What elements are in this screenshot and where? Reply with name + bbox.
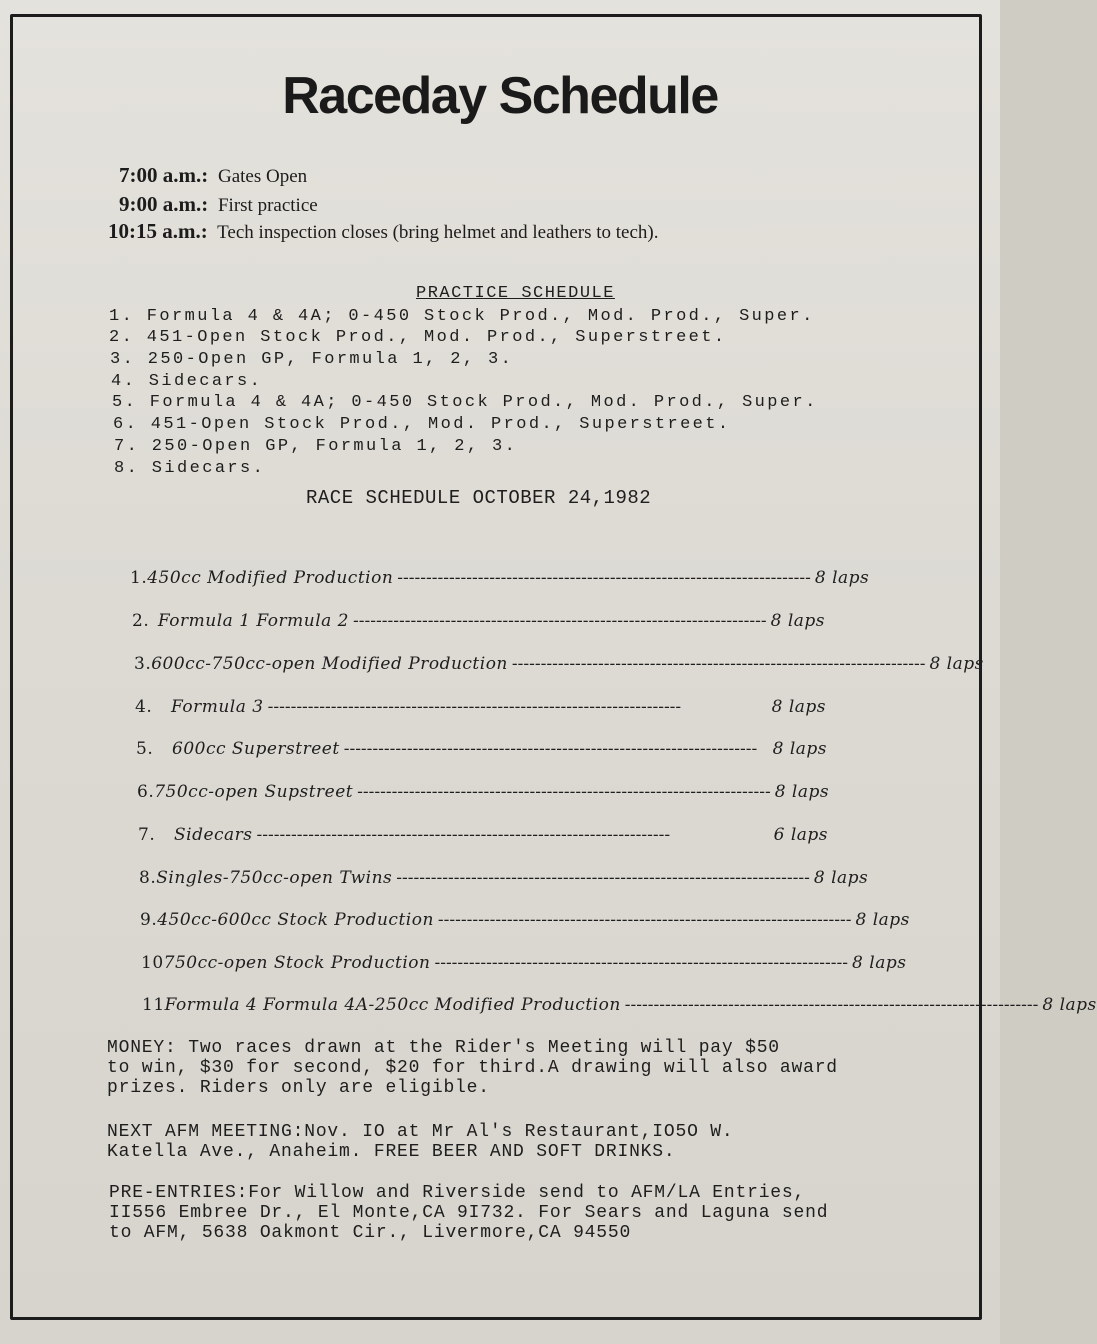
time-description: Gates Open [217,166,308,187]
time-description: Tech inspection closes (bring helmet and leathers to tech). [217,222,659,243]
practice-item: 5. Formula 4 & 4A; 0-450 Stock Prod., Mod. Prod., Super. [112,393,818,412]
practice-item: 3. 250-Open GP, Formula 1, 2, 3. [110,350,514,369]
race-item [141,953,907,973]
leader-dashes: ------------------------------------------------------------------------ [434,953,849,973]
race-laps: 8 laps [813,868,869,888]
race-name: 750cc-open Supstreet [154,782,354,802]
race-number: 5. [136,739,154,759]
race-laps: 8 laps [770,611,825,631]
leader-dashes: ------------------------------------------------------------------------ [343,739,758,759]
race-number: 6. [137,782,155,802]
paragraph-line: PRE-ENTRIES:For Willow and Riverside send to AFM/LA Entries, [109,1183,806,1203]
race-name: Singles-750cc-open Twins [156,868,393,888]
race-item [135,697,826,717]
race-name: 600cc Superstreet [172,739,340,759]
practice-item: 4. Sidecars. [111,372,263,391]
leader-dashes: ------------------------------------------------------------------------ [437,910,852,930]
race-item [136,739,827,759]
race-number: 8. [139,868,157,888]
paragraph-line: II556 Embree Dr., El Monte,CA 9I732. For Sears and Laguna send [109,1203,829,1223]
race-name: Formula 1 Formula 2 [157,611,350,631]
paragraph-line: prizes. Riders only are eligible. [107,1078,490,1098]
race-item [142,995,1097,1015]
race-number: 9. [140,910,158,930]
time-row-tech [108,219,658,244]
race-name: 750cc-open Stock Production [163,953,431,973]
practice-schedule-heading: PRACTICE SCHEDULE [416,284,615,303]
race-item [132,611,825,631]
practice-item: 1. Formula 4 & 4A; 0-450 Stock Prod., Mod. Prod., Super. [109,307,815,326]
leader-dashes: ------------------------------------------------------------------------ [397,568,811,588]
race-name: 450cc Modified Production [147,568,394,588]
race-laps: 6 laps [773,825,828,845]
money-paragraph [107,1038,838,1098]
page-title: Raceday Schedule [282,67,718,125]
race-number: 11 [142,995,165,1015]
paragraph-line: Katella Ave., Anaheim. FREE BEER AND SOFT DRINKS. [107,1142,676,1162]
race-name: 450cc-600cc Stock Production [157,910,434,930]
leader-dashes: ------------------------------------------------------------------------ [357,782,771,802]
paragraph-line: NEXT AFM MEETING:Nov. IO at Mr Al's Restaurant,IO5O W. [107,1122,734,1142]
race-item [134,654,984,674]
practice-item: 8. Sidecars. [114,459,266,478]
race-number: 10 [141,953,164,973]
time-label: 7:00 a.m.: [119,163,209,187]
race-number: 3. [134,654,152,674]
race-laps: 8 laps [774,782,830,802]
race-name: 600cc-750cc-open Modified Production [151,654,508,674]
race-number: 1. [130,568,148,588]
leader-dashes: ------------------------------------------------------------------------ [267,697,682,717]
race-laps: 8 laps [852,953,907,973]
race-schedule-heading: RACE SCHEDULE OCTOBER 24,1982 [306,487,652,509]
time-description: First practice [217,195,318,216]
practice-item: 7. 250-Open GP, Formula 1, 2, 3. [114,437,518,456]
race-item [138,825,828,845]
leader-dashes: ------------------------------------------------------------------------ [511,654,926,674]
time-row-gates [119,163,307,188]
practice-item: 2. 451-Open Stock Prod., Mod. Prod., Superstreet. [109,328,727,347]
practice-item: 6. 451-Open Stock Prod., Mod. Prod., Superstreet. [113,415,731,434]
time-label: 10:15 a.m.: [108,219,208,243]
meeting-paragraph [107,1122,734,1162]
time-label: 9:00 a.m.: [119,192,209,216]
race-number: 2. [132,611,150,631]
race-laps: 8 laps [814,568,870,588]
race-laps: 8 laps [771,697,826,717]
race-laps: 8 laps [1042,995,1097,1015]
race-item [140,910,910,930]
race-name: Formula 4 Formula 4A-250cc Modified Production [164,995,621,1015]
race-laps: 8 laps [855,910,910,930]
time-row-practice [119,192,318,217]
leader-dashes: ------------------------------------------------------------------------ [353,611,767,631]
race-name: Sidecars [174,825,253,845]
race-item [139,868,869,888]
paragraph-line: to win, $30 for second, $20 for third.A drawing will also award [107,1058,838,1078]
race-laps: 8 laps [929,654,984,674]
leader-dashes: ------------------------------------------------------------------------ [624,995,1039,1015]
race-number: 7. [138,825,156,845]
race-item [130,568,870,588]
pre-entries-paragraph [109,1183,828,1243]
leader-dashes: ------------------------------------------------------------------------ [256,825,671,845]
paragraph-line: MONEY: Two races drawn at the Rider's Meeting will pay $50 [107,1038,780,1058]
race-number: 4. [135,697,153,717]
race-item [137,782,830,802]
paragraph-line: to AFM, 5638 Oakmont Cir., Livermore,CA 94550 [109,1223,632,1243]
leader-dashes: ------------------------------------------------------------------------ [396,868,810,888]
race-name: Formula 3 [171,697,264,717]
race-laps: 8 laps [772,739,827,759]
